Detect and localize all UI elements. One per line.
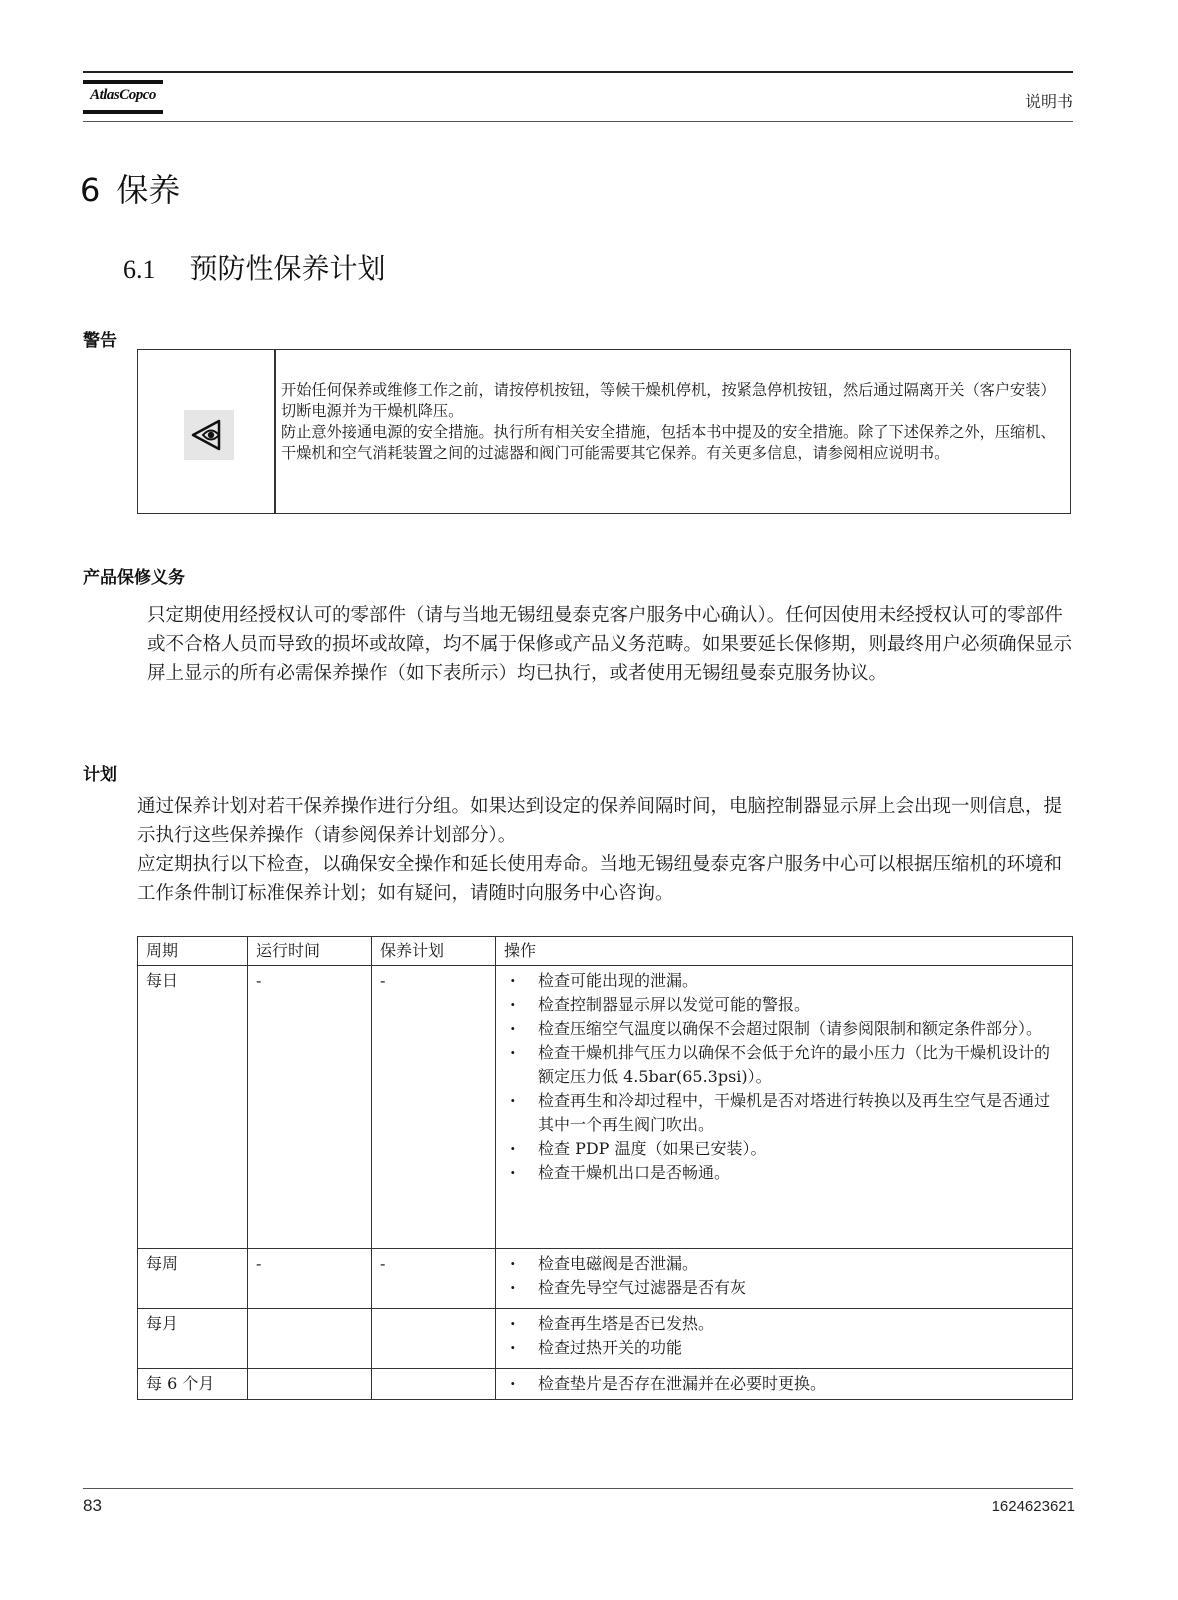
header-rule-bottom: [83, 121, 1073, 122]
cell-actions: [496, 1309, 1073, 1369]
table-row: [138, 1309, 1073, 1369]
logo-bar-top: [83, 80, 163, 84]
cell-plan: -: [372, 966, 496, 1249]
action-list: [504, 1312, 1064, 1360]
cell-runtime: [248, 1369, 372, 1400]
footer-rule: [83, 1488, 1073, 1489]
table-row: [138, 966, 1073, 1249]
action-item: · 检查干燥机排气压力以确保不会低于允许的最小压力（比为干燥机设计的额定压力低 4.5bar(65.3psi)）。: [504, 1041, 1064, 1089]
cell-plan: [372, 1309, 496, 1369]
header-actions: 操作: [496, 937, 1073, 966]
section-number: 6.1: [123, 255, 156, 284]
warning-text: [281, 380, 1066, 464]
warning-text-p1: 开始任何保养或维修工作之前，请按停机按钮，等候干燥机停机，按紧急停机按钮，然后通过隔离开关（客户安装）切断电源并为干燥机降压。: [281, 381, 1056, 420]
action-list: [504, 1252, 1064, 1300]
action-item: · 检查垫片是否存在泄漏并在必要时更换。: [504, 1372, 1064, 1396]
brand-logo: [83, 80, 163, 116]
cell-runtime: [248, 1309, 372, 1369]
action-list: [504, 1372, 1064, 1396]
action-item: · 检查可能出现的泄漏。: [504, 969, 1064, 993]
action-item: · 检查再生和冷却过程中，干燥机是否对塔进行转换以及再生空气是否通过其中一个再生阀门吹出。: [504, 1089, 1064, 1137]
header-rule-top: [83, 71, 1073, 73]
plan-text: [137, 792, 1067, 908]
plan-text-p1: 通过保养计划对若干保养操作进行分组。如果达到设定的保养间隔时间，电脑控制器显示屏上会出现一则信息，提示执行这些保养操作（请参阅保养计划部分）。: [137, 796, 1063, 846]
action-item: · 检查电磁阀是否泄漏。: [504, 1252, 1064, 1276]
action-item: · 检查再生塔是否已发热。: [504, 1312, 1064, 1336]
chapter-heading: [80, 165, 180, 211]
logo-bar-bottom: [83, 110, 163, 114]
cell-period: 每 6 个月: [138, 1369, 248, 1400]
warning-text-p2: 防止意外接通电源的安全措施。执行所有相关安全措施，包括本书中提及的安全措施。除了下述保养之外，压缩机、干燥机和空气消耗装置之间的过滤器和阀门可能需要其它保养。有关更多信息，请参阅相应说明书。: [281, 423, 1056, 462]
action-item: · 检查干燥机出口是否畅通。: [504, 1161, 1064, 1185]
section-title: 预防性保养计划: [189, 252, 386, 285]
chapter-title: 保养: [116, 171, 181, 209]
brand-logo-text: AtlasCopco: [90, 87, 156, 103]
cell-runtime: -: [248, 1249, 372, 1309]
maintenance-schedule-table: [137, 936, 1073, 1400]
warranty-text: 只定期使用经授权认可的零部件（请与当地无锡纽曼泰克客户服务中心确认）。任何因使用未经授权认可的零部件或不合格人员而导致的损坏或故障，均不属于保修或产品义务范畴。如果要延长保修期，则最终用户必须确保显示屏上显示的所有必需保养操作（如下表所示）均已执行，或者使用无锡纽曼泰克服务协议。: [147, 605, 1073, 684]
cell-plan: [372, 1369, 496, 1400]
cell-period: 每日: [138, 966, 248, 1249]
chapter-number: 6: [80, 171, 101, 209]
eye-caution-icon: [184, 410, 234, 460]
document-number: 1624623621: [991, 1498, 1075, 1515]
plan-label: 计划: [83, 765, 117, 785]
cell-runtime: -: [248, 966, 372, 1249]
section-heading: [123, 247, 386, 287]
table-header-row: [138, 937, 1073, 966]
table-row: [138, 1369, 1073, 1400]
cell-actions: [496, 966, 1073, 1249]
warning-box: [137, 349, 1071, 514]
cell-period: 每周: [138, 1249, 248, 1309]
action-list: [504, 969, 1064, 1185]
cell-actions: [496, 1369, 1073, 1400]
document-type: 说明书: [1024, 92, 1073, 111]
cell-plan: -: [372, 1249, 496, 1309]
header-period: 周期: [138, 937, 248, 966]
warning-label: 警告: [83, 331, 117, 351]
plan-text-p2: 应定期执行以下检查，以确保安全操作和延长使用寿命。当地无锡纽曼泰克客户服务中心可以根据压缩机的环境和工作条件制订标准保养计划；如有疑问，请随时向服务中心咨询。: [137, 854, 1063, 904]
action-item: · 检查压缩空气温度以确保不会超过限制（请参阅限制和额定条件部分）。: [504, 1017, 1064, 1041]
action-item: · 检查过热开关的功能: [504, 1336, 1064, 1360]
cell-period: 每月: [138, 1309, 248, 1369]
warranty-label: 产品保修义务: [83, 568, 185, 588]
page-number: 83: [83, 1496, 102, 1515]
header-runtime: 运行时间: [248, 937, 372, 966]
action-item: · 检查先导空气过滤器是否有灰: [504, 1276, 1064, 1300]
cell-actions: [496, 1249, 1073, 1309]
warning-divider: [274, 350, 276, 513]
header-plan: 保养计划: [372, 937, 496, 966]
action-item: · 检查控制器显示屏以发觉可能的警报。: [504, 993, 1064, 1017]
table-row: [138, 1249, 1073, 1309]
action-item: · 检查 PDP 温度（如果已安装）。: [504, 1137, 1064, 1161]
